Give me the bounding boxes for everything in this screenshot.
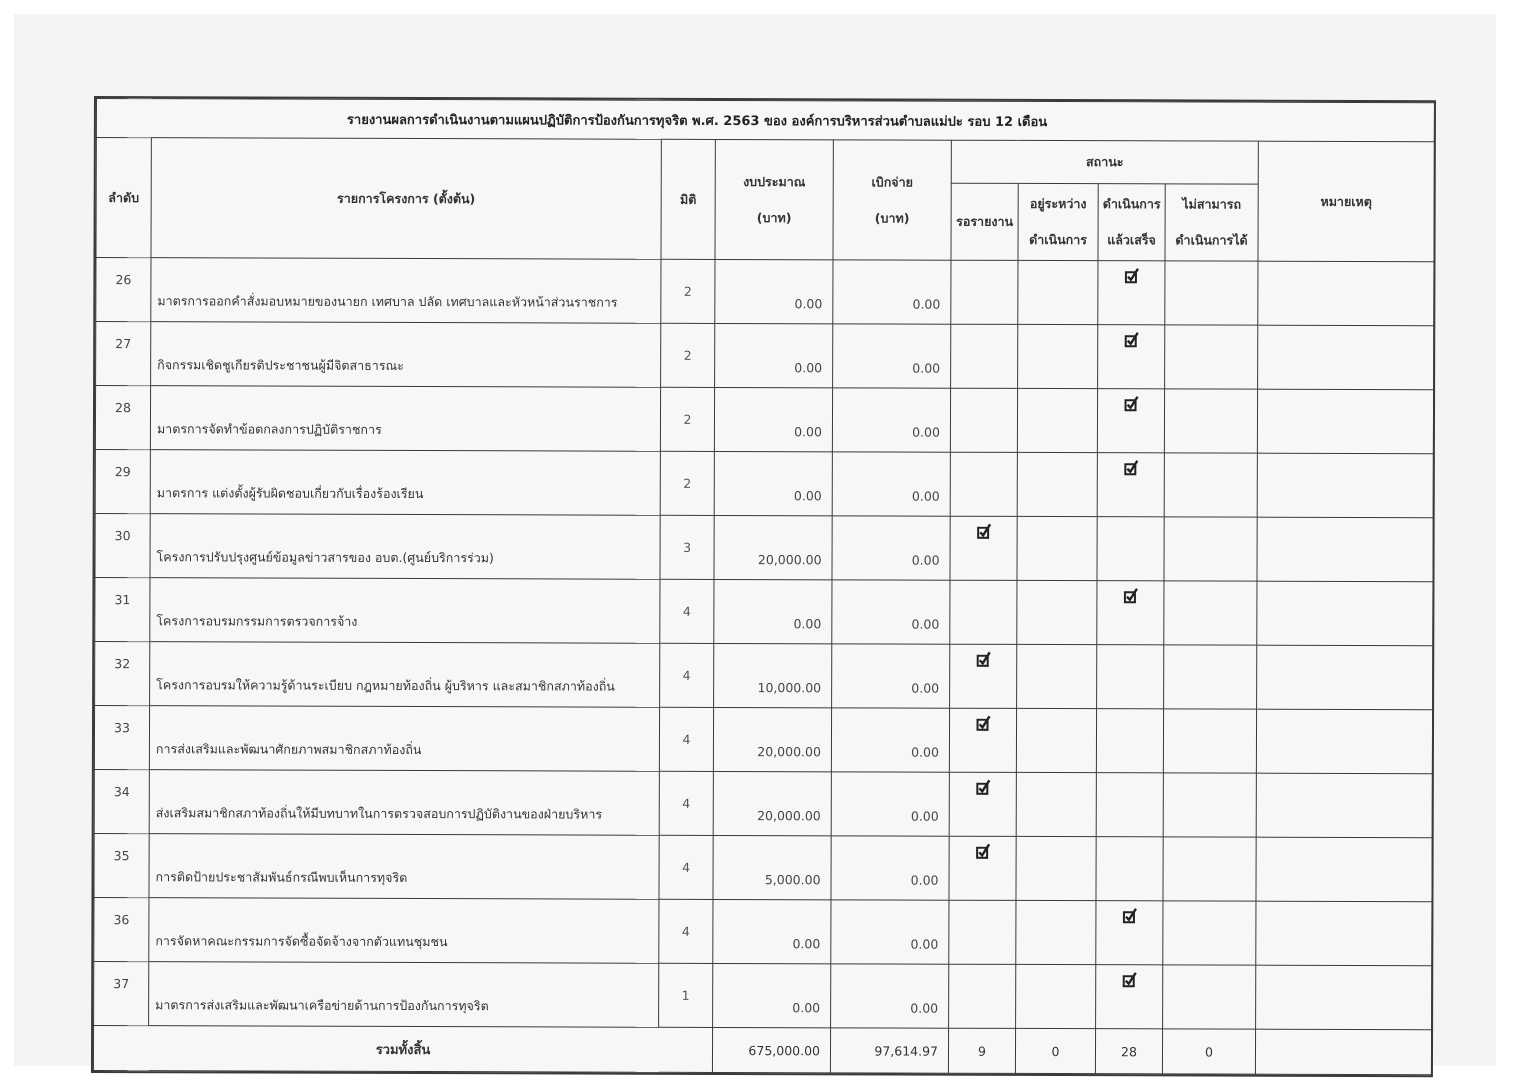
row-budget: 0.00 [713,963,831,1027]
row-status-done [1097,517,1164,581]
header-disbursed [833,140,951,260]
row-status-unable [1164,389,1257,453]
total-in-progress-count: 0 [1015,1028,1095,1073]
row-status-done [1097,581,1164,645]
row-remarks [1257,389,1433,454]
table-row [95,450,1433,518]
row-dimension: 3 [660,515,714,579]
checked-box-icon [976,651,990,667]
row-remarks [1256,965,1432,1030]
header-status-unable-line2: ดำเนินการได้ [1175,232,1248,248]
row-status-done [1097,453,1164,517]
checked-box-icon [976,779,990,795]
header-budget [715,139,833,259]
row-status-unable [1163,773,1256,837]
row-status-unable [1163,901,1256,965]
row-disbursed: 0.00 [832,516,950,580]
row-remarks [1258,261,1434,326]
row-budget: 5,000.00 [713,835,831,899]
row-status-unable [1165,325,1258,389]
row-status-done [1096,709,1163,773]
row-disbursed: 0.00 [832,580,950,644]
table-row [95,642,1433,710]
row-status-unable [1165,261,1258,325]
row-status-pending [949,964,1016,1028]
row-remarks [1257,517,1433,582]
row-dimension: 2 [660,451,714,515]
table-row [96,258,1434,326]
header-dimension: มิติ [661,139,715,259]
row-status-unable [1164,581,1257,645]
row-budget: 0.00 [715,259,833,323]
table-row [94,770,1432,838]
header-status-done-line2: แล้วเสร็จ [1107,232,1156,248]
table-row [94,706,1432,774]
row-number: 29 [95,450,150,514]
row-remarks [1256,709,1432,774]
row-number: 27 [96,322,151,386]
row-disbursed: 0.00 [832,644,950,708]
row-status-pending [951,260,1018,324]
row-budget: 0.00 [714,451,832,515]
checked-box-icon [1124,459,1138,475]
row-budget: 10,000.00 [714,643,832,707]
row-status-unable [1163,709,1256,773]
header-disbursed-line2: (บาท) [874,209,910,226]
row-project-name: การติดป้ายประชาสัมพันธ์กรณีพบเห็นการทุจริต [149,834,659,900]
row-status-done [1097,645,1164,709]
header-no: ลำดับ [96,138,151,258]
header-status-in-progress-line2: ดำเนินการ [1029,231,1087,248]
row-disbursed: 0.00 [831,772,949,836]
row-status-pending [950,644,1017,708]
row-status-unable [1164,453,1257,517]
row-budget: 20,000.00 [713,771,831,835]
row-status-unable [1163,965,1256,1029]
table-row [95,514,1433,582]
row-disbursed: 0.00 [831,836,949,900]
row-project-name: มาตรการส่งเสริมและพัฒนาเครือข่ายด้านการป้องกันการทุจริต [149,962,659,1028]
row-project-name: ส่งเสริมสมาชิกสภาท้องถิ่นให้มีบทบาทในการตรวจสอบการปฏิบัติงานของฝ่ายบริหาร [149,770,659,836]
row-number: 31 [95,578,150,642]
row-status-in-progress [1017,516,1097,580]
header-budget-line1: งบประมาณ [743,173,806,189]
row-status-done [1098,261,1165,325]
row-disbursed: 0.00 [832,452,950,516]
row-number: 34 [94,770,149,834]
row-dimension: 1 [659,963,713,1027]
row-project-name: โครงการอบรมให้ความรู้ด้านระเบียบ กฎหมายท้องถิ่น ผู้บริหาร และสมาชิกสภาท้องถิ่น [150,642,660,708]
row-status-in-progress [1016,772,1096,836]
row-project-name: มาตรการออกคำสั่งมอบหมายของนายก เทศบาล ปลัด เทศบาลและหัวหน้าส่วนราชการ [151,258,661,324]
row-status-done [1096,901,1163,965]
report-table-container [91,96,1436,1077]
row-budget: 20,000.00 [713,707,831,771]
row-status-in-progress [1016,836,1096,900]
row-remarks [1257,581,1433,646]
row-status-in-progress [1016,900,1096,964]
row-disbursed: 0.00 [833,260,951,324]
row-dimension: 2 [661,323,715,387]
checked-box-icon [976,715,990,731]
row-project-name: การจัดหาคณะกรรมการจัดซื้อจัดจ้างจากตัวแทนชุมชน [149,898,659,964]
header-status-unable-line1: ไม่สามารถ [1182,196,1242,212]
table-row [94,962,1432,1030]
table-row [94,898,1432,966]
row-dimension: 4 [659,771,713,835]
report-title: รายงานผลการดำเนินงานตามแผนปฏิบัติการป้องกันการทุจริต พ.ศ. 2563 ของ องค์การบริหารส่วนตำบลแม่ปะ รอบ 12 เดือน [96,99,1434,142]
row-dimension: 4 [659,835,713,899]
row-disbursed: 0.00 [831,900,949,964]
header-remarks: หมายเหตุ [1258,141,1434,262]
total-remarks [1255,1029,1431,1075]
row-status-done [1096,837,1163,901]
row-dimension: 2 [661,259,715,323]
total-unable-count: 0 [1162,1029,1255,1074]
header-status-done [1098,184,1165,261]
row-status-in-progress [1017,644,1097,708]
table-row [94,834,1432,902]
row-disbursed: 0.00 [833,324,951,388]
checked-box-icon [976,843,990,859]
total-row [93,1026,1431,1075]
row-disbursed: 0.00 [832,388,950,452]
table-row [95,578,1433,646]
total-disbursed: 97,614.97 [830,1028,948,1073]
header-status-done-line1: ดำเนินการ [1102,196,1161,212]
row-status-unable [1163,837,1256,901]
row-status-unable [1164,645,1257,709]
row-status-pending [949,708,1016,772]
row-status-in-progress [1018,260,1098,324]
header-budget-line2: (บาท) [756,209,792,225]
total-pending-count: 9 [948,1028,1015,1073]
row-budget: 0.00 [713,899,831,963]
row-project-name: มาตรการ แต่งตั้งผู้รับผิดชอบเกี่ยวกับเรื่องร้องเรียน [150,450,660,516]
checked-box-icon [977,523,991,539]
row-remarks [1256,901,1432,966]
header-project: รายการโครงการ (ตั้งต้น) [151,138,661,260]
row-status-unable [1164,517,1257,581]
header-status: สถานะ [951,140,1258,184]
row-number: 26 [96,258,151,322]
row-status-done [1098,325,1165,389]
checked-box-icon [1123,587,1137,603]
table-row [95,386,1433,454]
row-budget: 20,000.00 [714,515,832,579]
row-number: 37 [94,962,149,1026]
row-status-in-progress [1018,324,1098,388]
row-status-pending [950,580,1017,644]
row-status-in-progress [1017,452,1097,516]
table-body [94,258,1434,1030]
row-dimension: 4 [660,579,714,643]
checked-box-icon [1122,907,1136,923]
row-project-name: มาตรการจัดทำข้อตกลงการปฏิบัติราชการ [150,386,660,452]
row-dimension: 2 [660,387,714,451]
row-remarks [1257,453,1433,518]
row-status-in-progress [1017,388,1097,452]
row-dimension: 4 [659,899,713,963]
row-status-pending [949,836,1016,900]
row-number: 32 [95,642,150,706]
scanned-page [14,14,1496,1066]
checked-box-icon [1122,971,1136,987]
row-number: 30 [95,514,150,578]
row-remarks [1257,645,1433,710]
header-status-pending: รอรายงาน [951,183,1018,260]
report-table [93,98,1435,1075]
row-remarks [1256,837,1432,902]
row-number: 28 [95,386,150,450]
row-status-pending [951,324,1018,388]
row-budget: 0.00 [715,323,833,387]
checked-box-icon [1124,395,1138,411]
checked-box-icon [1124,331,1138,347]
total-label: รวมทั้งสิ้น [93,1026,712,1073]
row-dimension: 4 [659,707,713,771]
row-number: 33 [94,706,149,770]
row-status-in-progress [1016,708,1096,772]
row-number: 35 [94,834,149,898]
row-number: 36 [94,898,149,962]
total-done-count: 28 [1095,1029,1162,1074]
header-status-in-progress [1018,183,1098,260]
row-project-name: การส่งเสริมและพัฒนาศักยภาพสมาชิกสภาท้องถิ่น [149,706,659,772]
row-status-done [1096,773,1163,837]
row-status-pending [950,452,1017,516]
row-project-name: โครงการอบรมกรรมการตรวจการจ้าง [150,578,660,644]
row-disbursed: 0.00 [831,964,949,1028]
row-remarks [1258,325,1434,390]
row-status-in-progress [1017,580,1097,644]
row-status-in-progress [1016,964,1096,1028]
header-disbursed-line1: เบิกจ่าย [871,173,913,190]
row-dimension: 4 [660,643,714,707]
row-status-pending [949,772,1016,836]
header-status-unable [1165,184,1258,261]
row-status-done [1097,389,1164,453]
row-status-pending [950,388,1017,452]
row-disbursed: 0.00 [831,708,949,772]
total-budget: 675,000.00 [712,1027,830,1072]
header-status-in-progress-line1: อยู่ระหว่าง [1029,195,1087,212]
row-budget: 0.00 [714,579,832,643]
row-project-name: กิจกรรมเชิดชูเกียรติประชาชนผู้มีจิตสาธารณะ [151,322,661,388]
row-project-name: โครงการปรับปรุงศูนย์ข้อมูลข่าวสารของ อบต.(ศูนย์บริการร่วม) [150,514,660,580]
table-row [96,322,1434,390]
row-status-pending [949,900,1016,964]
row-status-pending [950,516,1017,580]
row-budget: 0.00 [714,387,832,451]
checked-box-icon [1124,267,1138,283]
row-remarks [1256,773,1432,838]
row-status-done [1096,965,1163,1029]
